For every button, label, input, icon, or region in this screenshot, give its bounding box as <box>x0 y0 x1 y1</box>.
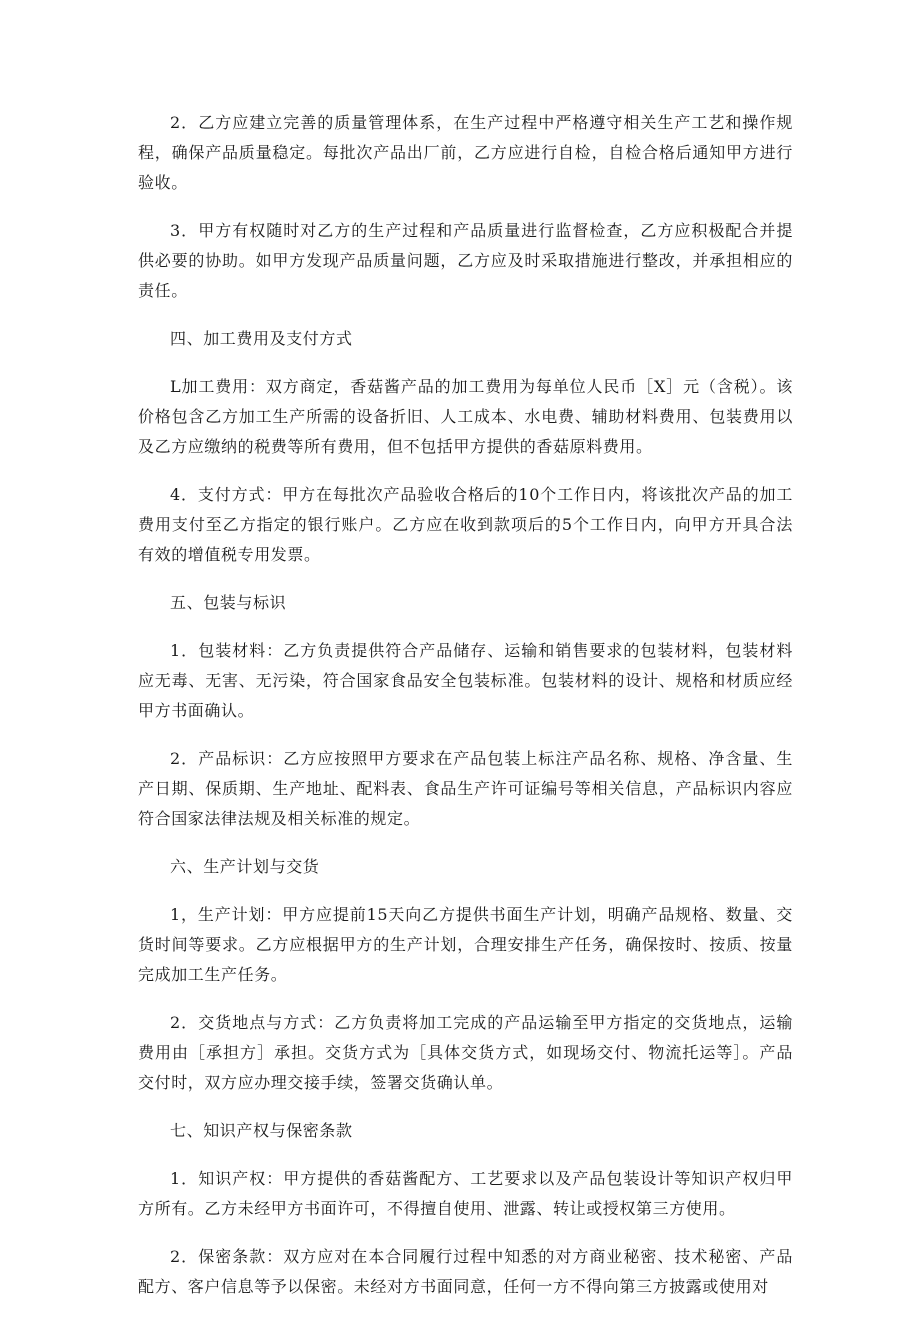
clause-6-1: 1，生产计划：甲方应提前15天向乙方提供书面生产计划，明确产品规格、数量、交货时间等要求。乙方应根据甲方的生产计划，合理安排生产任务，确保按时、按质、按量完成加工生产任务。 <box>138 905 793 984</box>
section-5-heading: 五、包装与标识 <box>170 593 287 612</box>
clause-3-3: 3．甲方有权随时对乙方的生产过程和产品质量进行监督检查，乙方应积极配合并提供必要的协助。如甲方发现产品质量问题，乙方应及时采取措施进行整改，并承担相应的责任。 <box>138 221 793 300</box>
section-6-heading: 六、生产计划与交货 <box>170 857 320 876</box>
section-7-heading: 七、知识产权与保密条款 <box>170 1121 353 1140</box>
clause-3-2: 2．乙方应建立完善的质量管理体系，在生产过程中严格遵守相关生产工艺和操作规程，确保产品质量稳定。每批次产品出厂前，乙方应进行自检，自检合格后通知甲方进行验收。 <box>138 113 793 192</box>
clause-4-2: 4．支付方式：甲方在每批次产品验收合格后的10个工作日内，将该批次产品的加工费用支付至乙方指定的银行账户。乙方应在收到款项后的5个工作日内，向甲方开具合法有效的增值税专用发票。 <box>138 485 793 564</box>
clause-6-2: 2．交货地点与方式：乙方负责将加工完成的产品运输至甲方指定的交货地点，运输费用由［承担方］承担。交货方式为［具体交货方式，如现场交付、物流托运等］。产品交付时，双方应办理交接手续，签署交货确认单。 <box>138 1013 793 1092</box>
clause-5-2: 2．产品标识：乙方应按照甲方要求在产品包装上标注产品名称、规格、净含量、生产日期、保质期、生产地址、配料表、食品生产许可证编号等相关信息，产品标识内容应符合国家法律法规及相关标准的规定。 <box>138 749 793 828</box>
clause-4-1: L加工费用：双方商定，香菇酱产品的加工费用为每单位人民币［X］元（含税）。该价格包含乙方加工生产所需的设备折旧、人工成本、水电费、辅助材料费用、包装费用以及乙方应缴纳的税费等所有费用，但不包括甲方提供的香菇原料费用。 <box>138 377 793 456</box>
document-body <box>138 108 793 1320</box>
clause-7-1: 1．知识产权：甲方提供的香菇酱配方、工艺要求以及产品包装设计等知识产权归甲方所有。乙方未经甲方书面许可，不得擅自使用、泄露、转让或授权第三方使用。 <box>138 1169 793 1218</box>
clause-7-2: 2．保密条款：双方应对在本合同履行过程中知悉的对方商业秘密、技术秘密、产品配方、客户信息等予以保密。未经对方书面同意，任何一方不得向第三方披露或使用对 <box>138 1247 793 1296</box>
section-4-heading: 四、加工费用及支付方式 <box>170 329 353 348</box>
clause-5-1: 1．包装材料：乙方负责提供符合产品储存、运输和销售要求的包装材料，包装材料应无毒、无害、无污染，符合国家食品安全包装标准。包装材料的设计、规格和材质应经甲方书面确认。 <box>138 641 793 720</box>
